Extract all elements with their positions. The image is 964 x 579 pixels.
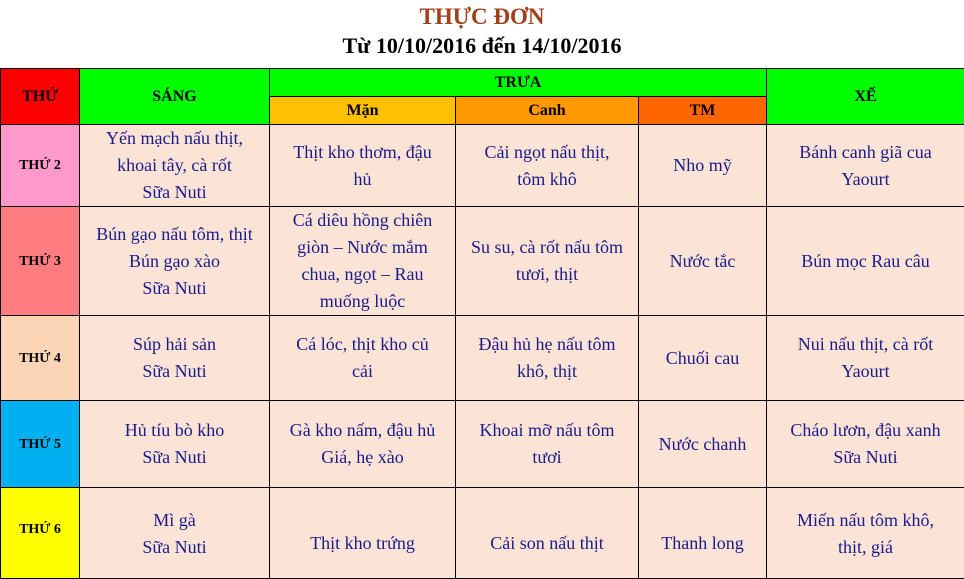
menu-cell-line: Sữa Nuti bbox=[80, 358, 269, 385]
menu-cell-line: cải bbox=[270, 358, 455, 385]
menu-cell-dessert bbox=[639, 207, 767, 316]
menu-cell-line: Cải ngọt nấu thịt, bbox=[456, 139, 638, 166]
menu-cell-line: Miến nấu tôm khô, bbox=[767, 507, 964, 534]
day-label: THỨ 2 bbox=[1, 125, 80, 207]
menu-cell-dessert bbox=[639, 125, 767, 207]
menu-cell-line: chua, ngọt – Rau bbox=[270, 261, 455, 288]
menu-cell-line: Khoai mỡ nấu tôm bbox=[456, 417, 638, 444]
header-lunch-salty: Mặn bbox=[270, 97, 456, 125]
menu-cell-line: hủ bbox=[270, 166, 455, 193]
menu-cell-line: Thịt kho thơm, đậu bbox=[270, 139, 455, 166]
menu-cell-morning bbox=[80, 125, 270, 207]
menu-cell-line: tươi bbox=[456, 444, 638, 471]
menu-cell-line: Thanh long bbox=[639, 530, 766, 557]
menu-cell-line: Bánh canh giã cua bbox=[767, 139, 964, 166]
header-row-1 bbox=[1, 69, 964, 97]
menu-cell-line: Sữa Nuti bbox=[767, 444, 964, 471]
menu-cell-line: Sữa Nuti bbox=[80, 534, 269, 561]
menu-cell-dessert bbox=[639, 401, 767, 488]
menu-row bbox=[1, 488, 964, 579]
menu-cell-line: tươi, thịt bbox=[456, 261, 638, 288]
menu-cell-line: Nui nấu thịt, cà rốt bbox=[767, 331, 964, 358]
day-label: THỨ 6 bbox=[1, 488, 80, 579]
menu-cell-salty bbox=[270, 316, 456, 401]
menu-cell-line: Bún gạo nấu tôm, thịt bbox=[80, 221, 269, 248]
menu-cell-soup bbox=[456, 125, 639, 207]
menu-cell-line: Cá diêu hồng chiên bbox=[270, 207, 455, 234]
menu-cell-line: Su su, cà rốt nấu tôm bbox=[456, 234, 638, 261]
menu-cell-soup bbox=[456, 488, 639, 579]
menu-row bbox=[1, 401, 964, 488]
menu-cell-line: Mì gà bbox=[80, 507, 269, 534]
menu-cell-line: Yến mạch nấu thịt, bbox=[80, 125, 269, 152]
menu-cell-line: Giá, hẹ xào bbox=[270, 444, 455, 471]
menu-cell-line: Gà kho nấm, đậu hủ bbox=[270, 417, 455, 444]
header-lunch: TRƯA bbox=[270, 69, 767, 97]
menu-cell-line: Cá lóc, thịt kho củ bbox=[270, 331, 455, 358]
header-lunch-soup: Canh bbox=[456, 97, 639, 125]
menu-cell-line: Hủ tíu bò kho bbox=[80, 417, 269, 444]
menu-cell-soup bbox=[456, 316, 639, 401]
menu-table bbox=[0, 68, 964, 579]
menu-cell-line: Thịt kho trứng bbox=[270, 530, 455, 557]
menu-cell-morning bbox=[80, 401, 270, 488]
menu-cell-line: Sữa Nuti bbox=[80, 179, 269, 206]
header-day: THỨ bbox=[1, 69, 80, 125]
menu-cell-line: tôm khô bbox=[456, 166, 638, 193]
menu-cell-line: Bún gạo xào bbox=[80, 248, 269, 275]
menu-row bbox=[1, 207, 964, 316]
menu-cell-line: Súp hải sản bbox=[80, 331, 269, 358]
day-label: THỨ 5 bbox=[1, 401, 80, 488]
menu-cell-soup bbox=[456, 401, 639, 488]
menu-cell-line: Cháo lươn, đậu xanh bbox=[767, 417, 964, 444]
menu-title: THỰC ĐƠN bbox=[0, 4, 964, 30]
menu-cell-line: Bún mọc Rau câu bbox=[767, 248, 964, 275]
menu-cell-morning bbox=[80, 488, 270, 579]
header-lunch-dessert: TM bbox=[639, 97, 767, 125]
menu-cell-line: Yaourt bbox=[767, 358, 964, 385]
menu-date-range: Từ 10/10/2016 đến 14/10/2016 bbox=[0, 33, 964, 59]
menu-body bbox=[1, 125, 964, 579]
header-afternoon: XẾ bbox=[767, 69, 964, 125]
menu-cell-morning bbox=[80, 316, 270, 401]
menu-cell-line: Chuối cau bbox=[639, 345, 766, 372]
menu-cell-line: khoai tây, cà rốt bbox=[80, 152, 269, 179]
menu-cell-line: Nước tắc bbox=[639, 248, 766, 275]
menu-cell-line: Sữa Nuti bbox=[80, 444, 269, 471]
menu-cell-soup bbox=[456, 207, 639, 316]
menu-cell-morning bbox=[80, 207, 270, 316]
menu-cell-afternoon bbox=[767, 207, 964, 316]
menu-row bbox=[1, 316, 964, 401]
menu-cell-dessert bbox=[639, 316, 767, 401]
menu-cell-line: Yaourt bbox=[767, 166, 964, 193]
menu-cell-salty bbox=[270, 401, 456, 488]
menu-cell-afternoon bbox=[767, 316, 964, 401]
menu-cell-salty bbox=[270, 207, 456, 316]
menu-cell-dessert bbox=[639, 488, 767, 579]
menu-cell-line: khô, thịt bbox=[456, 358, 638, 385]
menu-cell-line: giòn – Nước mắm bbox=[270, 234, 455, 261]
menu-cell-line: Sữa Nuti bbox=[80, 275, 269, 302]
menu-row bbox=[1, 125, 964, 207]
menu-cell-afternoon bbox=[767, 125, 964, 207]
menu-cell-afternoon bbox=[767, 401, 964, 488]
header-morning: SÁNG bbox=[80, 69, 270, 125]
menu-cell-line: Cải son nấu thịt bbox=[456, 530, 638, 557]
menu-cell-salty bbox=[270, 125, 456, 207]
day-label: THỨ 3 bbox=[1, 207, 80, 316]
menu-cell-line: thịt, giá bbox=[767, 534, 964, 561]
menu-cell-line: Nho mỹ bbox=[639, 152, 766, 179]
menu-cell-salty bbox=[270, 488, 456, 579]
day-label: THỨ 4 bbox=[1, 316, 80, 401]
menu-cell-line: muống luộc bbox=[270, 288, 455, 315]
menu-cell-line: Đậu hủ hẹ nấu tôm bbox=[456, 331, 638, 358]
menu-cell-line: Nước chanh bbox=[639, 431, 766, 458]
menu-cell-afternoon bbox=[767, 488, 964, 579]
